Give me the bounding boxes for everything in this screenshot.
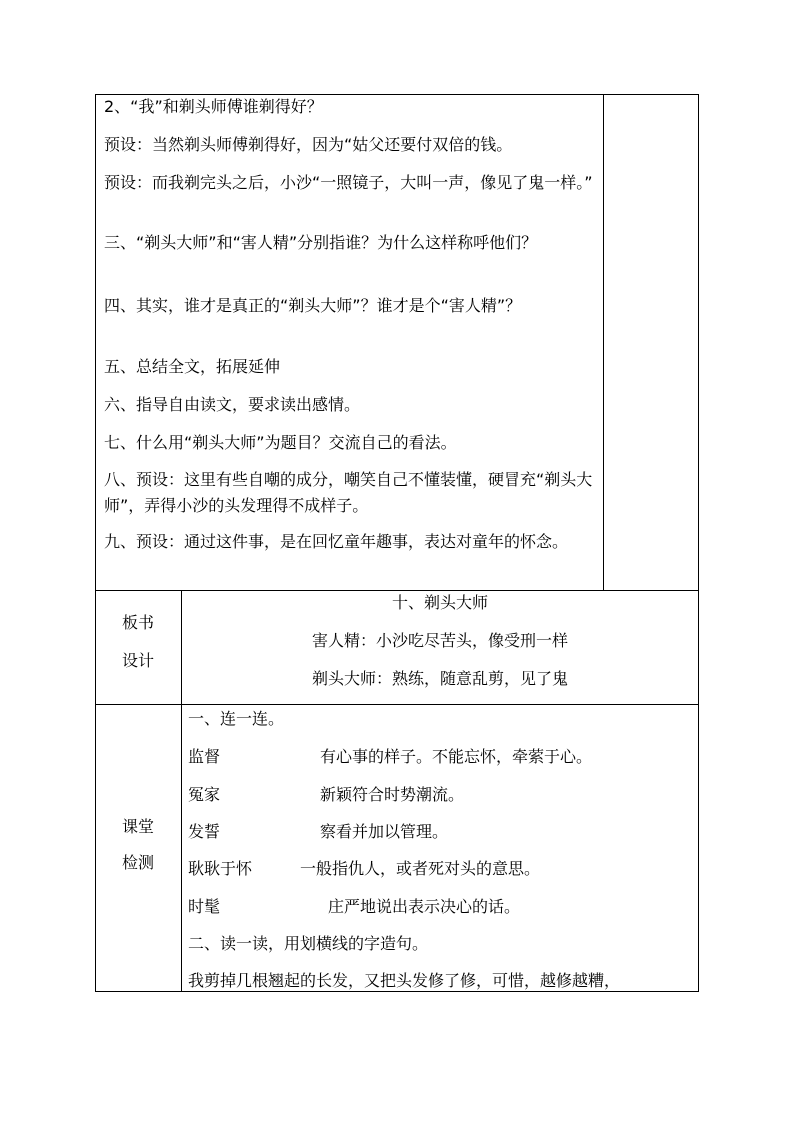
lesson-plan-table	[95, 94, 699, 992]
section-line: 九、预设：通过这件事，是在回忆童年趣事，表达对童年的怀念。	[104, 532, 569, 551]
board-design-label-2: 设计	[121, 651, 154, 670]
match-word: 冤家	[188, 785, 221, 804]
exercise-heading: 一、连一连。	[188, 709, 285, 728]
exercise-sentence: 我剪掉几根翘起的长发，又把头发修了修，可惜，越修越糟，	[188, 971, 621, 990]
section-line: 六、指导自由读文，要求读出感情。	[104, 395, 361, 414]
class-check-label-1: 课堂	[121, 817, 154, 836]
match-meaning: 有心事的样子。不能忘怀，牵萦于心。	[320, 747, 593, 766]
section-line: 七、什么用“剃头大师”为题目？交流自己的看法。	[104, 433, 457, 452]
row-divider-2	[95, 704, 699, 705]
match-word: 耿耿于怀	[188, 859, 253, 878]
board-title: 十、剃头大师	[391, 593, 488, 612]
section-line: 四、其实，谁才是真正的“剃头大师”？谁才是个“害人精”？	[104, 296, 522, 315]
section-line: 三、“剃头大师”和“害人精”分别指谁？为什么这样称呼他们？	[104, 233, 538, 252]
exercise-heading: 二、读一读，用划横线的字造句。	[188, 934, 429, 953]
match-meaning: 新颖符合时势潮流。	[320, 785, 465, 804]
section-line: 预设：当然剃头师傅剃得好，因为“姑父还要付双倍的钱。	[104, 135, 513, 154]
match-meaning: 察看并加以管理。	[320, 822, 449, 841]
match-meaning: 一般指仇人，或者死对头的意思。	[300, 859, 541, 878]
board-design-label-1: 板书	[121, 613, 154, 632]
column-divider-notes	[603, 94, 604, 591]
board-line: 害人精：小沙吃尽苦头，像受刑一样	[311, 631, 568, 650]
match-word: 发誓	[188, 822, 221, 841]
section-line: 预设：而我剃完头之后，小沙“一照镜子，大叫一声，像见了鬼一样。”	[104, 173, 593, 192]
board-line: 剃头大师：熟练，随意乱剪，见了鬼	[311, 669, 568, 688]
section-line: 五、总结全文，拓展延伸	[104, 357, 281, 376]
match-meaning: 庄严地说出表示决心的话。	[328, 897, 521, 916]
match-word: 监督	[188, 747, 221, 766]
match-word: 时髦	[188, 897, 221, 916]
class-check-label-2: 检测	[121, 853, 154, 872]
section-line: 2、“我”和剃头师傅谁剃得好？	[104, 97, 323, 116]
section-line: 八、预设：这里有些自嘲的成分，嘲笑自己不懂装懂，硬冒充“剃头大师”，弄得小沙的头发理得不成样子。	[104, 470, 593, 515]
table-border-right	[698, 94, 699, 992]
